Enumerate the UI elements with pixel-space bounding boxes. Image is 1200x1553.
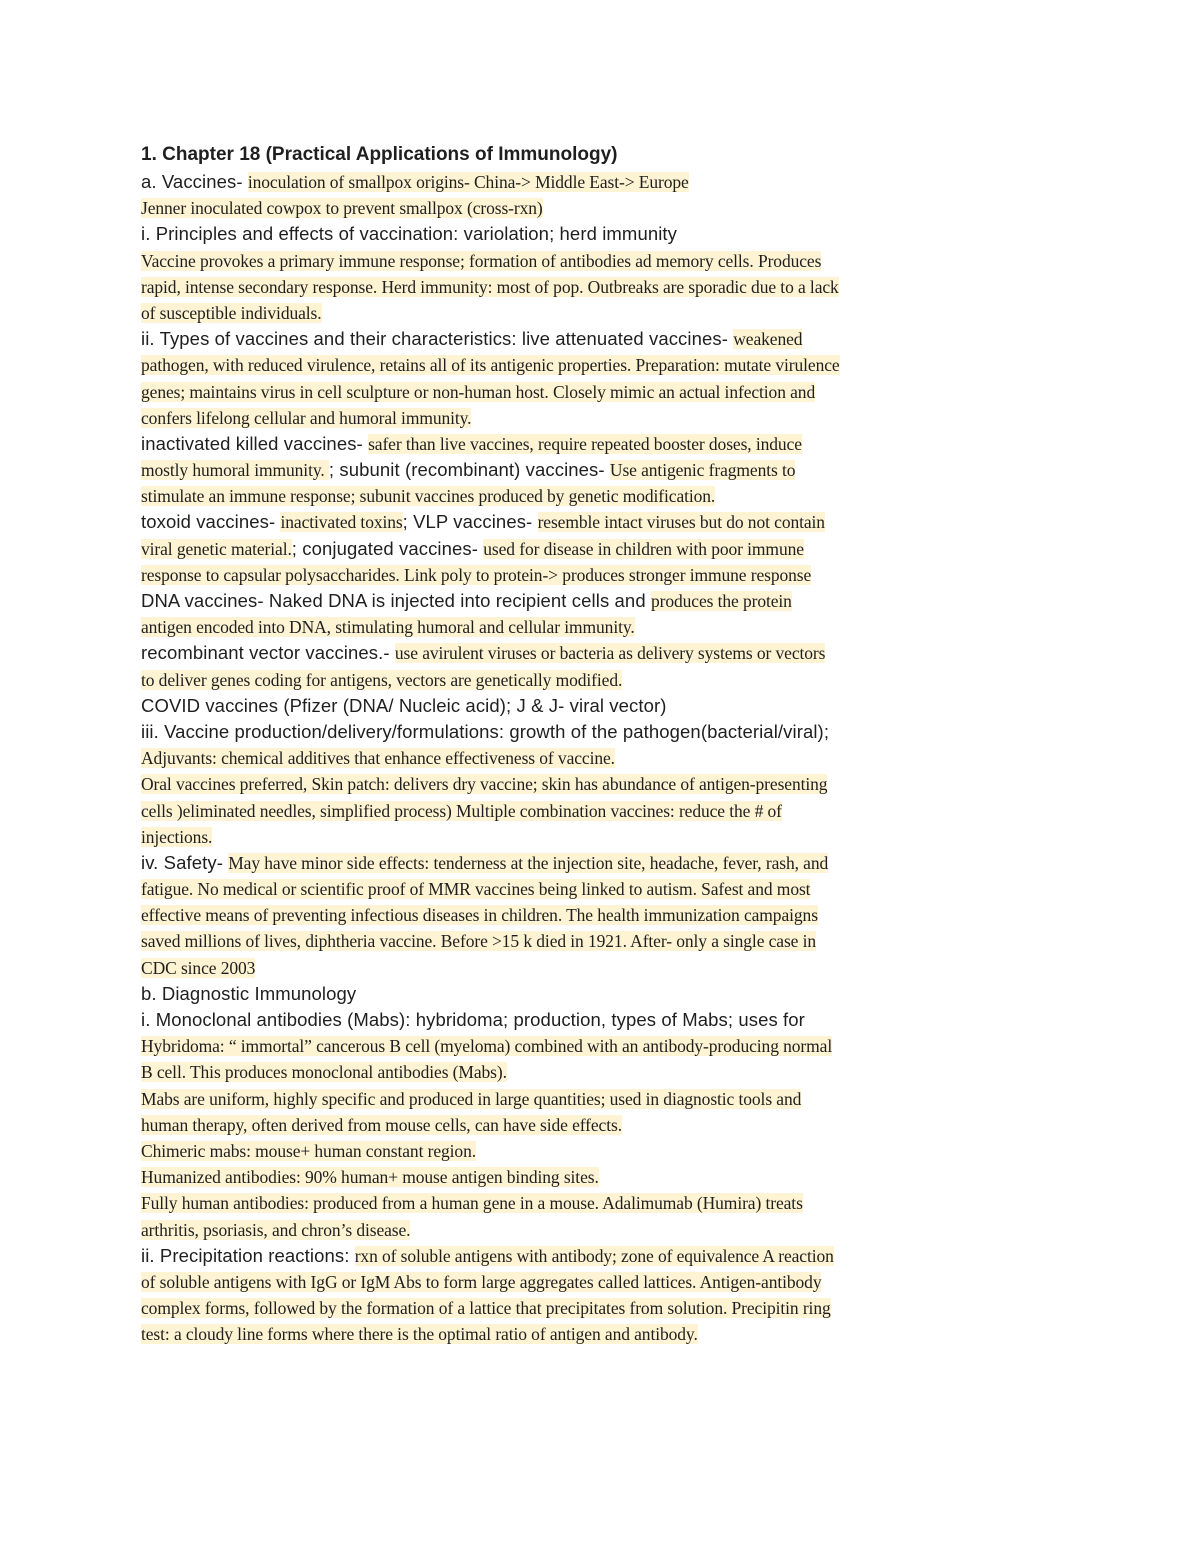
highlighted-text: Chimeric mabs: mouse+ human constant region. [141,1140,476,1161]
text-line [141,719,941,745]
highlighted-text: stimulate an immune response; subunit vaccines produced by genetic modification. [141,486,716,507]
highlighted-text: safer than live vaccines, require repeated booster doses, induce [368,433,802,454]
highlighted-text: Fully human antibodies: produced from a human gene in a mouse. Adalimumab (Humira) treats [141,1193,803,1214]
highlighted-text: resemble intact viruses but do not contain [537,512,825,533]
highlighted-text: Oral vaccines preferred, Skin patch: delivers dry vaccine; skin has abundance of antigen-presenting [141,774,828,795]
highlighted-text: weakened [733,329,803,350]
text-line [141,248,941,274]
plain-text: ; subunit (recombinant) vaccines- [328,459,610,481]
highlighted-text: test: a cloudy line forms where there is the optimal ratio of antigen and antibody. [141,1324,698,1345]
highlighted-text: rxn of soluble antigens with antibody; zone of equivalence A reaction [354,1245,834,1266]
highlighted-text: Humanized antibodies: 90% human+ mouse antigen binding sites. [141,1167,599,1188]
text-line [141,169,941,195]
highlighted-text: Use antigenic fragments to [609,460,796,481]
text-line [141,562,941,588]
text-line [141,1190,941,1216]
text-line [141,379,941,405]
text-line [141,614,941,640]
plain-text: ; VLP vaccines- [402,511,538,533]
text-line [141,588,941,614]
text-line [141,850,941,876]
text-line [141,693,941,719]
text-line [141,195,941,221]
highlighted-text: saved millions of lives, diphtheria vaccine. Before >15 k died in 1921. After- only a single case in [141,931,817,952]
highlighted-text: human therapy, often derived from mouse cells, can have side effects. [141,1114,622,1135]
text-line [141,955,941,981]
document-body [141,141,941,1347]
text-line [141,274,941,300]
text-line [141,1243,941,1269]
text-line [141,798,941,824]
highlighted-text: Jenner inoculated cowpox to prevent smallpox (cross-rxn) [141,198,543,219]
highlighted-text: inactivated toxins [280,512,403,533]
text-line [141,902,941,928]
highlighted-text: confers lifelong cellular and humoral immunity. [141,407,472,428]
text-line [141,1086,941,1112]
chapter-title [141,141,941,169]
text-line [141,745,941,771]
plain-text: toxoid vaccines- [141,511,281,533]
highlighted-text: viral genetic material. [141,538,292,559]
highlighted-text: of soluble antigens with IgG or IgM Abs to form large aggregates called lattices. Antigen-antibody [141,1271,822,1292]
plain-text: ii. Precipitation reactions: [141,1244,355,1266]
highlighted-text: CDC since 2003 [141,957,256,978]
plain-text: ; conjugated vaccines- [291,537,484,559]
highlighted-text: inoculation of smallpox origins- China-> Middle East-> Europe [247,172,689,192]
highlighted-text: antigen encoded into DNA, stimulating humoral and cellular immunity. [141,617,635,638]
text-line [141,1138,941,1164]
text-line [141,405,941,431]
text-line [141,457,941,483]
text-line [141,1295,941,1321]
highlighted-text: mostly humoral immunity. [141,460,329,481]
plain-text: inactivated killed vaccines- [141,432,369,454]
highlighted-text: to deliver genes coding for antigens, vectors are genetically modified. [141,669,623,690]
plain-text: COVID vaccines (Pfizer (DNA/ Nucleic acid); J & J- viral vector) [141,694,667,716]
plain-text: i. Monoclonal antibodies (Mabs): hybridoma; production, types of Mabs; uses for [141,1009,805,1030]
title-text: 1. Chapter 18 (Practical Applications of Immunology) [141,144,618,165]
highlighted-text: produces the protein [650,591,792,611]
text-line [141,300,941,326]
highlighted-text: arthritis, psoriasis, and chron’s disease. [141,1219,411,1240]
highlighted-text: pathogen, with reduced virulence, retains all of its antigenic properties. Preparation: mutate virulence [141,355,840,376]
text-line [141,1217,941,1243]
text-line [141,876,941,902]
highlighted-text: genes; maintains virus in cell sculpture or non-human host. Closely mimic an actual infection and [141,381,816,402]
highlighted-text: fatigue. No medical or scientific proof of MMR vaccines being linked to autism. Safest and most [141,879,811,900]
highlighted-text: complex forms, followed by the formation of a lattice that precipitates from solution. Precipitin ring [141,1298,831,1319]
plain-text: recombinant vector vaccines.- [141,642,395,664]
highlighted-text: Mabs are uniform, highly specific and produced in large quantities; used in diagnostic tools and [141,1088,802,1109]
plain-text: ii. Types of vaccines and their characteristics: live attenuated vaccines- [141,328,734,350]
text-line [141,1321,941,1347]
plain-text: DNA vaccines- Naked DNA is injected into recipient cells and [141,590,651,611]
highlighted-text: use avirulent viruses or bacteria as delivery systems or vectors [394,643,826,664]
highlighted-text: effective means of preventing infectious diseases in children. The health immunization campaigns [141,905,818,926]
highlighted-text: cells )eliminated needles, simplified process) Multiple combination vaccines: reduce the # of [141,800,782,821]
plain-text: b. Diagnostic Immunology [141,982,357,1004]
highlighted-text: Adjuvants: chemical additives that enhance effectiveness of vaccine. [141,748,615,769]
text-line [141,1059,941,1085]
text-line [141,509,941,535]
highlighted-text: B cell. This produces monoclonal antibodies (Mabs). [141,1062,507,1083]
plain-text: iii. Vaccine production/delivery/formulations: growth of the pathogen(bacterial/viral); [141,720,830,742]
highlighted-text: May have minor side effects: tenderness at the injection site, headache, fever, rash, and [228,852,829,873]
highlighted-text: used for disease in children with poor immune [483,538,804,559]
text-line [141,1269,941,1295]
text-line [141,667,941,693]
text-line [141,536,941,562]
text-line [141,1007,941,1033]
text-line [141,981,941,1007]
text-line [141,221,941,247]
text-line [141,352,941,378]
text-line [141,1112,941,1138]
text-line [141,483,941,509]
plain-text: i. Principles and effects of vaccination: variolation; herd immunity [141,223,678,245]
text-line [141,431,941,457]
text-line [141,824,941,850]
text-line [141,1033,941,1059]
text-line [141,1164,941,1190]
highlighted-text: Vaccine provokes a primary immune response; formation of antibodies ad memory cells. Produces [141,250,822,271]
highlighted-text: rapid, intense secondary response. Herd immunity: most of pop. Outbreaks are sporadic due to a lack [141,276,839,297]
highlighted-text: of susceptible individuals. [141,302,322,323]
text-line [141,771,941,797]
plain-text: iv. Safety- [141,851,229,873]
plain-text: a. Vaccines- [141,171,248,192]
highlighted-text: response to capsular polysaccharides. Link poly to protein-> produces stronger immune response [141,564,812,585]
text-line [141,326,941,352]
text-line [141,640,941,666]
text-line [141,928,941,954]
highlighted-text: injections. [141,826,213,847]
highlighted-text: Hybridoma: “ immortal” cancerous B cell (myeloma) combined with an antibody-producing normal [141,1036,833,1057]
